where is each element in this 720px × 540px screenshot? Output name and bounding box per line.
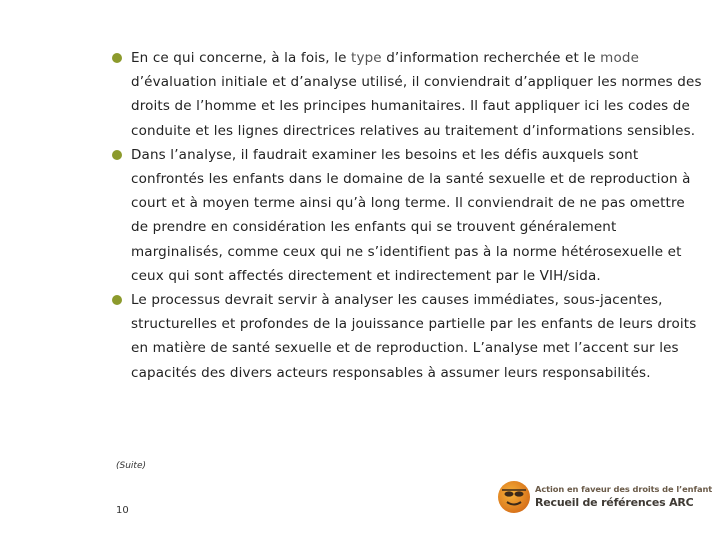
bullet-item-processus [112, 288, 702, 385]
term-mode: mode [600, 50, 640, 66]
bullet-text: Dans l’analyse, il faudrait examiner les besoins et les défis auxquels sont confrontés les enfants dans le domaine de la santé sexuelle et de reproduction à court et à moyen terme ainsi qu’à long terme. Il conviendrait de ne pas omettre de prendre en considération les enfants qui se trouvent généralement marginalisés, comme ceux qui ne s’identifient pas à la norme hétérosexuelle et ceux qui sont affectés directement et indirectement par le VIH/sida. [131, 146, 691, 284]
arc-face-logo-icon [498, 481, 530, 513]
logo-title: Recueil de références ARC [535, 496, 694, 509]
bullet-dot-icon [112, 53, 122, 63]
arc-logo [498, 480, 713, 516]
logo-text [535, 484, 713, 509]
bullet-item-type-mode [112, 46, 702, 143]
bullet-text-part: En ce qui concerne, à la fois, le [131, 50, 351, 66]
continued-label: (Suite) [116, 461, 147, 471]
logo-tagline: Action en faveur des droits de l’enfant [535, 484, 713, 494]
bullet-dot-icon [112, 150, 122, 160]
page-number: 10 [116, 505, 129, 516]
bullet-dot-icon [112, 295, 122, 305]
term-type: type [351, 50, 382, 66]
bullet-text-part: d’évaluation initiale et d’analyse utilisé, il conviendrait d’appliquer les normes des droits de l’homme et les principes humanitaires. Il faut appliquer ici les codes de conduite et les lignes directrices relatives au traitement d’informations sensibles. [131, 74, 702, 139]
bullet-list [112, 46, 702, 385]
bullet-text: Le processus devrait servir à analyser les causes immédiates, sous-jacentes, structurelles et profondes de la jouissance partielle par les enfants de leurs droits en matière de santé sexuelle et de reproduction. L’analyse met l’accent sur les capacités des divers acteurs responsables à assumer leurs responsabilités. [131, 292, 697, 381]
bullet-text-part: d’information recherchée et le [381, 50, 601, 66]
bullet-item-analyse [112, 143, 702, 288]
